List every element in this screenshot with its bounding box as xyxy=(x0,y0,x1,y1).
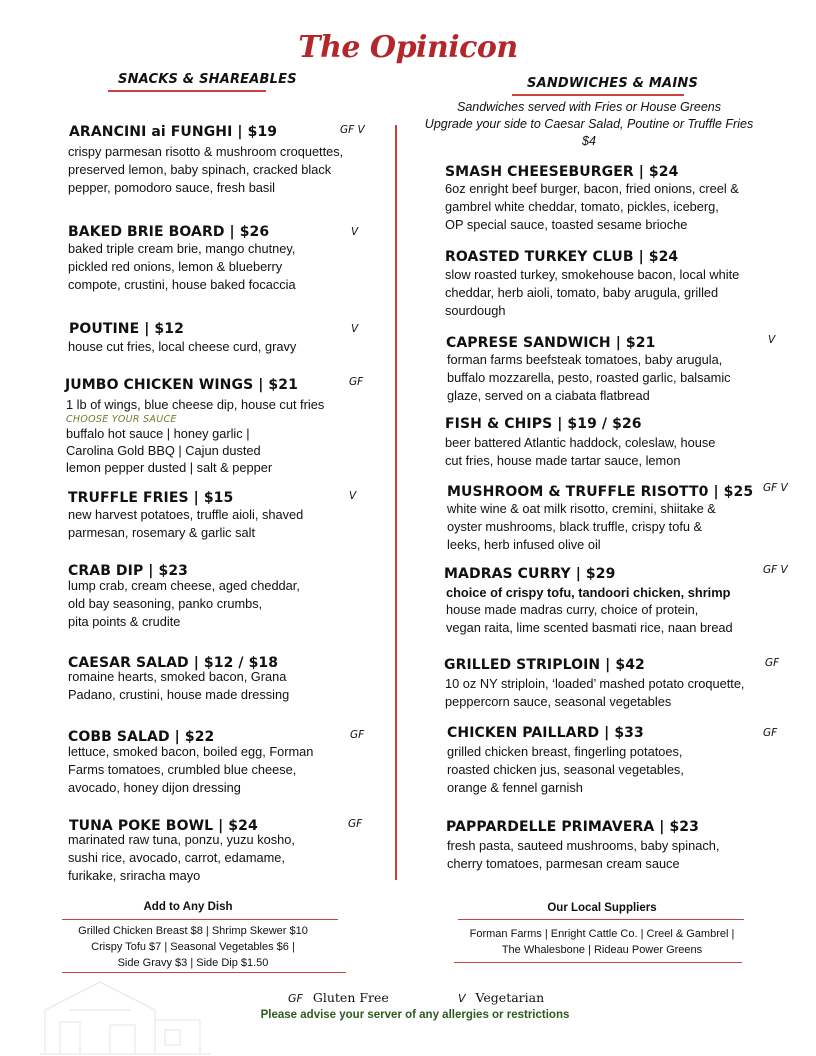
menu-item-description xyxy=(68,240,296,294)
menu-item-description xyxy=(68,506,303,542)
dietary-tag: GF xyxy=(348,818,363,830)
menu-item-title: CAESAR SALAD | $12 / $18 xyxy=(68,655,279,671)
dietary-tag: GF xyxy=(349,376,364,388)
desc-line: sourdough xyxy=(445,303,506,318)
desc-line: new harvest potatoes, truffle aioli, shaved xyxy=(68,507,304,522)
desc-line: leeks, herb infused olive oil xyxy=(447,537,601,552)
desc-line: orange & fennel garnish xyxy=(447,780,583,795)
desc-line: old bay seasoning, panko crumbs, xyxy=(68,596,263,611)
menu-item-description xyxy=(68,577,300,631)
menu-item-title: FISH & CHIPS | $19 / $26 xyxy=(445,416,642,432)
menu-item-title: MADRAS CURRY | $29 xyxy=(444,566,616,582)
menu-item-description xyxy=(66,396,324,414)
supplier-line: Forman Farms | Enright Cattle Co. | Creel & Gambrel | xyxy=(469,928,735,940)
desc-line: vegan raita, lime scented basmati rice, naan bread xyxy=(446,620,733,635)
desc-line: romaine hearts, smoked bacon, Grana xyxy=(68,669,287,684)
menu-item-description xyxy=(447,500,716,554)
suppliers-title: Our Local Suppliers xyxy=(547,902,657,914)
desc-line: Padano, crustini, house made dressing xyxy=(68,687,290,702)
desc-line: fresh pasta, sauteed mushrooms, baby spinach, xyxy=(447,838,720,853)
allergy-notice: Please advise your server of any allergies or restrictions xyxy=(260,1009,570,1021)
desc-line: white wine & oat milk risotto, cremini, shiitake & xyxy=(447,501,716,516)
menu-item-description xyxy=(447,837,719,873)
desc-line: house cut fries, local cheese curd, gravy xyxy=(68,339,297,354)
desc-line: compote, crustini, house baked focaccia xyxy=(68,277,296,292)
brand-logo: The Opinicon xyxy=(298,30,518,65)
menu-item-title: GRILLED STRIPLOIN | $42 xyxy=(444,657,645,673)
addon-line: Grilled Chicken Breast $8 | Shrimp Skewer $10 xyxy=(78,925,308,937)
sauce-line: Carolina Gold BBQ | Cajun dusted xyxy=(66,443,261,458)
dietary-tag: GF xyxy=(763,727,778,739)
sauce-line: lemon pepper dusted | salt & pepper xyxy=(66,460,273,475)
legend-vegetarian xyxy=(458,990,544,1005)
desc-line: buffalo mozzarella, pesto, roasted garlic, balsamic xyxy=(447,370,731,385)
menu-item-description xyxy=(446,601,733,637)
menu-item-title: MUSHROOM & TRUFFLE RISOTT0 | $25 xyxy=(447,484,754,500)
add-box-bottom-line xyxy=(62,972,346,973)
desc-line: pickled red onions, lemon & blueberry xyxy=(68,259,283,274)
menu-item-description xyxy=(445,180,739,234)
snacks-section-title: SNACKS & SHAREABLES xyxy=(118,72,297,87)
menu-item-title: PAPPARDELLE PRIMAVERA | $23 xyxy=(446,819,699,835)
dietary-tag: GF V xyxy=(763,564,788,576)
dietary-tag: V xyxy=(349,490,357,502)
desc-line: peppercorn sauce, seasonal vegetables xyxy=(445,694,672,709)
menu-item-protein-choice: choice of crispy tofu, tandoori chicken, shrimp xyxy=(446,585,731,600)
subtitle-line: Sandwiches served with Fries or House Greens xyxy=(456,100,721,114)
dietary-tag: GF xyxy=(765,657,780,669)
menu-item-title: ROASTED TURKEY CLUB | $24 xyxy=(445,249,679,265)
menu-item-description xyxy=(447,351,731,405)
desc-line: grilled chicken breast, fingerling potatoes, xyxy=(447,744,683,759)
desc-line: marinated raw tuna, ponzu, yuzu kosho, xyxy=(68,832,295,847)
menu-item-description xyxy=(68,338,296,356)
menu-item-description xyxy=(68,743,313,797)
menu-item-description xyxy=(447,743,684,797)
column-divider xyxy=(395,125,397,880)
desc-line: cheddar, herb aioli, tomato, baby arugula, grilled xyxy=(445,285,719,300)
sauce-line: buffalo hot sauce | honey garlic | xyxy=(66,426,250,441)
menu-item-description xyxy=(68,668,289,704)
dietary-tag: GF xyxy=(350,729,365,741)
desc-line: lettuce, smoked bacon, boiled egg, Forman xyxy=(68,744,314,759)
desc-line: baked triple cream brie, mango chutney, xyxy=(68,241,296,256)
menu-item-description xyxy=(68,831,295,885)
desc-line: Farms tomatoes, crumbled blue cheese, xyxy=(68,762,297,777)
dietary-tag: GF V xyxy=(763,482,788,494)
choose-sauce-label: CHOOSE YOUR SAUCE xyxy=(66,414,177,425)
dietary-tag: V xyxy=(351,323,359,335)
add-to-dish-options xyxy=(58,923,328,971)
snacks-title-underline xyxy=(108,90,266,92)
supplier-line: The Whalesbone | Rideau Power Greens xyxy=(501,944,703,956)
legend-gluten-free xyxy=(288,990,389,1005)
suppliers-top-line xyxy=(458,919,744,920)
desc-line: crispy parmesan risotto & mushroom croquettes, xyxy=(68,144,344,159)
desc-line: OP special sauce, toasted sesame brioche xyxy=(445,217,688,232)
dietary-tag: GF V xyxy=(340,124,365,136)
desc-line: lump crab, cream cheese, aged cheddar, xyxy=(68,578,300,593)
desc-line: pita points & crudite xyxy=(68,614,181,629)
add-box-top-line xyxy=(62,919,338,920)
lodge-sketch-icon xyxy=(40,970,210,1056)
sauce-options xyxy=(66,425,272,476)
desc-line: gambrel white cheddar, tomato, pickles, iceberg, xyxy=(445,199,719,214)
menu-item-title: TUNA POKE BOWL | $24 xyxy=(69,818,258,834)
desc-line: 1 lb of wings, blue cheese dip, house cut fries xyxy=(66,397,325,412)
desc-line: parmesan, rosemary & garlic salt xyxy=(68,525,256,540)
menu-item-title: JUMBO CHICKEN WINGS | $21 xyxy=(65,377,298,393)
menu-item-title: ARANCINI ai FUNGHI | $19 xyxy=(69,124,278,140)
addon-line: Side Gravy $3 | Side Dip $1.50 xyxy=(117,957,269,969)
desc-line: forman farms beefsteak tomatoes, baby arugula, xyxy=(447,352,723,367)
dietary-tag: V xyxy=(768,334,776,346)
menu-item-title: CHICKEN PAILLARD | $33 xyxy=(447,725,644,741)
desc-line: sushi rice, avocado, carrot, edamame, xyxy=(68,850,285,865)
mains-section-title: SANDWICHES & MAINS xyxy=(527,76,699,91)
desc-line: 6oz enright beef burger, bacon, fried onions, creel & xyxy=(445,181,739,196)
desc-line: oyster mushrooms, black truffle, crispy tofu & xyxy=(447,519,703,534)
menu-item-title: SMASH CHEESEBURGER | $24 xyxy=(445,164,679,180)
mains-title-underline xyxy=(512,94,684,96)
desc-line: 10 oz NY striploin, ‘loaded’ mashed potato croquette, xyxy=(445,676,745,691)
menu-item-description xyxy=(445,675,745,711)
suppliers-list xyxy=(450,926,754,958)
menu-item-title: COBB SALAD | $22 xyxy=(68,729,215,745)
desc-line: pepper, pomodoro sauce, fresh basil xyxy=(68,180,276,195)
menu-item-title: CAPRESE SANDWICH | $21 xyxy=(446,335,656,351)
menu-item-description xyxy=(445,434,715,470)
desc-line: roasted chicken jus, seasonal vegetables, xyxy=(447,762,684,777)
addon-line: Crispy Tofu $7 | Seasonal Vegetables $6 | xyxy=(91,941,295,953)
gluten-free-icon: GF xyxy=(288,992,303,1005)
desc-line: furikake, sriracha mayo xyxy=(68,868,201,883)
menu-item-title: POUTINE | $12 xyxy=(69,321,184,337)
menu-item-title: TRUFFLE FRIES | $15 xyxy=(68,490,234,506)
desc-line: slow roasted turkey, smokehouse bacon, local white xyxy=(445,267,740,282)
menu-item-description xyxy=(445,266,739,320)
menu-item-title: BAKED BRIE BOARD | $26 xyxy=(68,224,270,240)
menu-item-description xyxy=(68,143,343,197)
desc-line: house made madras curry, choice of protein, xyxy=(446,602,699,617)
vegetarian-icon: V xyxy=(458,992,466,1005)
suppliers-bottom-line xyxy=(454,962,742,963)
add-to-dish-title: Add to Any Dish xyxy=(143,901,233,913)
dietary-tag: V xyxy=(351,226,359,238)
desc-line: glaze, served on a ciabata flatbread xyxy=(447,388,650,403)
desc-line: cut fries, house made tartar sauce, lemon xyxy=(445,453,681,468)
desc-line: beer battered Atlantic haddock, coleslaw, house xyxy=(445,435,716,450)
desc-line: preserved lemon, baby spinach, cracked black xyxy=(68,162,332,177)
subtitle-line: $4 xyxy=(582,134,596,148)
desc-line: cherry tomatoes, parmesan cream sauce xyxy=(447,856,680,871)
legend-label: Vegetarian xyxy=(475,990,545,1005)
menu-item-title: CRAB DIP | $23 xyxy=(68,563,189,579)
mains-subtitle xyxy=(408,99,770,150)
subtitle-line: Upgrade your side to Caesar Salad, Poutine or Truffle Fries xyxy=(424,117,754,131)
desc-line: avocado, honey dijon dressing xyxy=(68,780,241,795)
legend-label: Gluten Free xyxy=(312,990,389,1005)
